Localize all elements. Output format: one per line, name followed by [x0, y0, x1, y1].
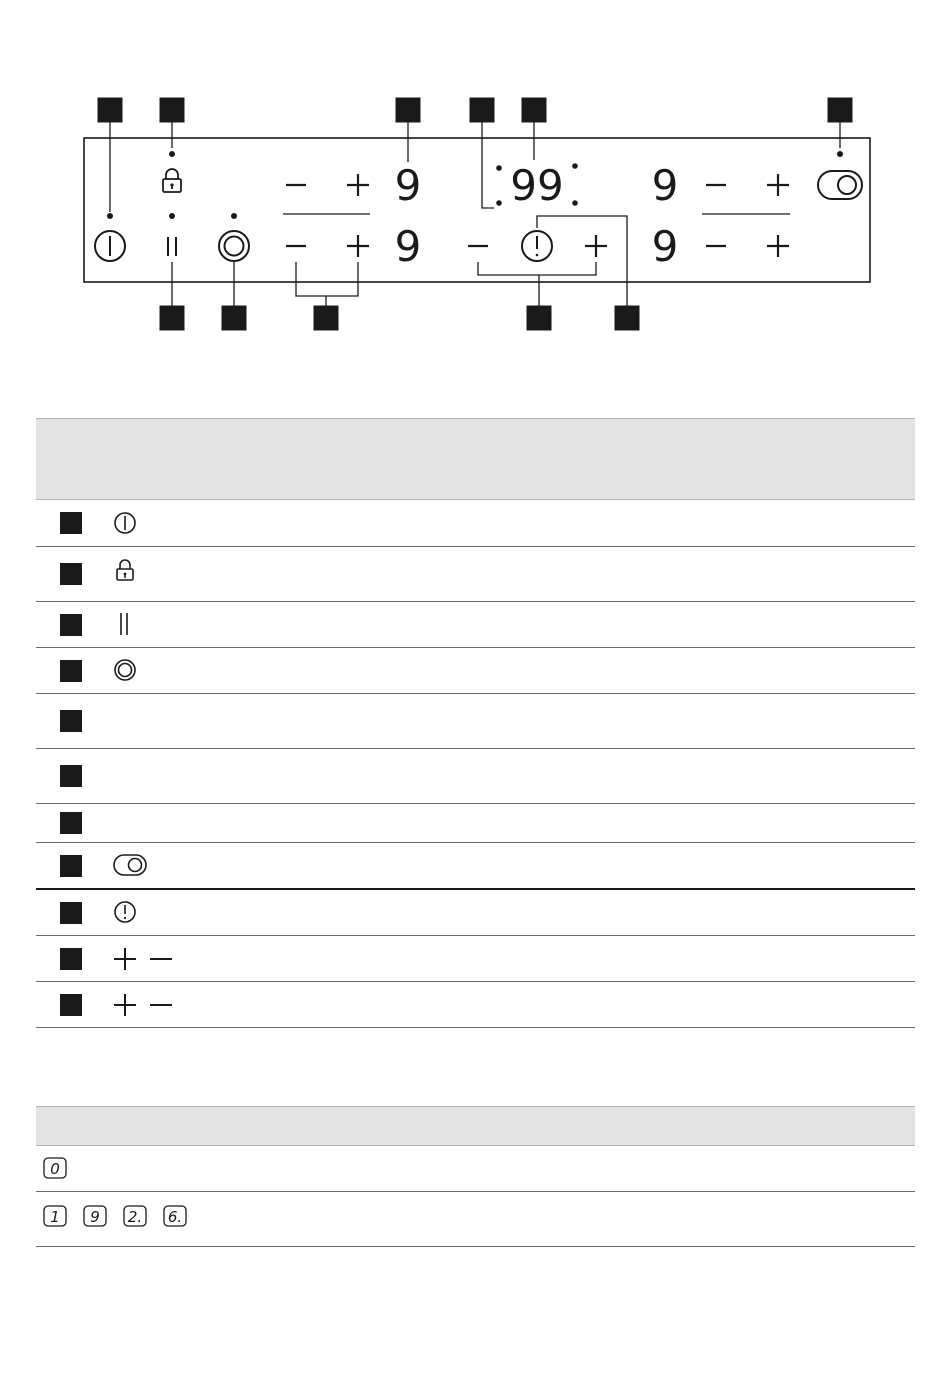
table-row: [36, 804, 915, 843]
table-row: [36, 648, 915, 694]
table-row: [36, 547, 915, 602]
callout-square: [60, 512, 82, 534]
svg-text:1: 1: [50, 1208, 60, 1226]
left-bottom-level-display: 9: [394, 222, 422, 271]
callout-square: [60, 660, 82, 682]
callout-square: [470, 98, 494, 122]
display-symbol: [42, 1156, 72, 1182]
table-row: [36, 982, 915, 1028]
bridge-ring-icon[interactable]: [219, 231, 249, 261]
zone-toggle-icon[interactable]: [818, 171, 862, 199]
table-row: [36, 749, 915, 804]
functions-table: [36, 418, 915, 1028]
right-top-plus-button[interactable]: [767, 174, 789, 196]
right-bottom-level-display: 9: [651, 222, 679, 271]
callouts-top: [98, 98, 852, 212]
power-icon: [112, 510, 138, 536]
callout-square: [60, 563, 82, 585]
table-row: [36, 1192, 915, 1247]
display-symbol: [42, 1204, 222, 1230]
pause-icon: [112, 611, 138, 637]
right-bottom-plus-button[interactable]: [767, 235, 789, 257]
callout-square: [98, 98, 122, 122]
callout-square: [222, 306, 246, 330]
right-top-level-display: 9: [651, 161, 679, 210]
callout-square: [60, 812, 82, 834]
callout-square: [527, 306, 551, 330]
callout-square: [60, 994, 82, 1016]
callout-square: [60, 614, 82, 636]
table-row: [36, 694, 915, 749]
table-row: [36, 1146, 915, 1192]
panel-frame: [84, 138, 870, 282]
timer-icon[interactable]: [522, 231, 552, 261]
callout-square: [615, 306, 639, 330]
timer-display: 99: [510, 161, 564, 210]
svg-text:6.: 6.: [167, 1208, 183, 1226]
callout-square: [828, 98, 852, 122]
callout-square: [60, 948, 82, 970]
table-row: [36, 500, 915, 547]
power-icon[interactable]: [95, 231, 125, 261]
callout-square: [314, 306, 338, 330]
svg-text:9: 9: [90, 1208, 100, 1226]
table-header: [36, 418, 915, 500]
callout-square: [522, 98, 546, 122]
callout-square: [160, 98, 184, 122]
table-row: [36, 936, 915, 982]
pause-icon[interactable]: [168, 237, 176, 256]
bridge-ring-icon: [112, 657, 138, 683]
table-row: [36, 890, 915, 936]
left-top-plus-button[interactable]: [347, 174, 369, 196]
left-top-level-display: 9: [394, 161, 422, 210]
table-header: [36, 1106, 915, 1146]
timer-plus-button[interactable]: [585, 235, 607, 257]
zone-toggle-icon: [112, 851, 148, 879]
lock-icon[interactable]: [163, 169, 181, 192]
indicator-dots: [107, 151, 843, 219]
callout-square: [60, 710, 82, 732]
display-table: [36, 1106, 915, 1247]
callout-square: [160, 306, 184, 330]
svg-text:0: 0: [50, 1160, 60, 1178]
control-panel-diagram: [0, 0, 950, 345]
svg-text:2.: 2.: [127, 1208, 143, 1226]
callout-square: [60, 855, 82, 877]
table-row: [36, 602, 915, 648]
left-bottom-plus-button[interactable]: [347, 235, 369, 257]
callout-square: [396, 98, 420, 122]
callout-square: [60, 765, 82, 787]
plus-minus-icon: [112, 946, 182, 972]
callout-square: [60, 902, 82, 924]
table-row: [36, 843, 915, 890]
timer-icon: [112, 899, 138, 925]
lock-icon: [112, 557, 138, 583]
plus-minus-icon: [112, 992, 182, 1018]
